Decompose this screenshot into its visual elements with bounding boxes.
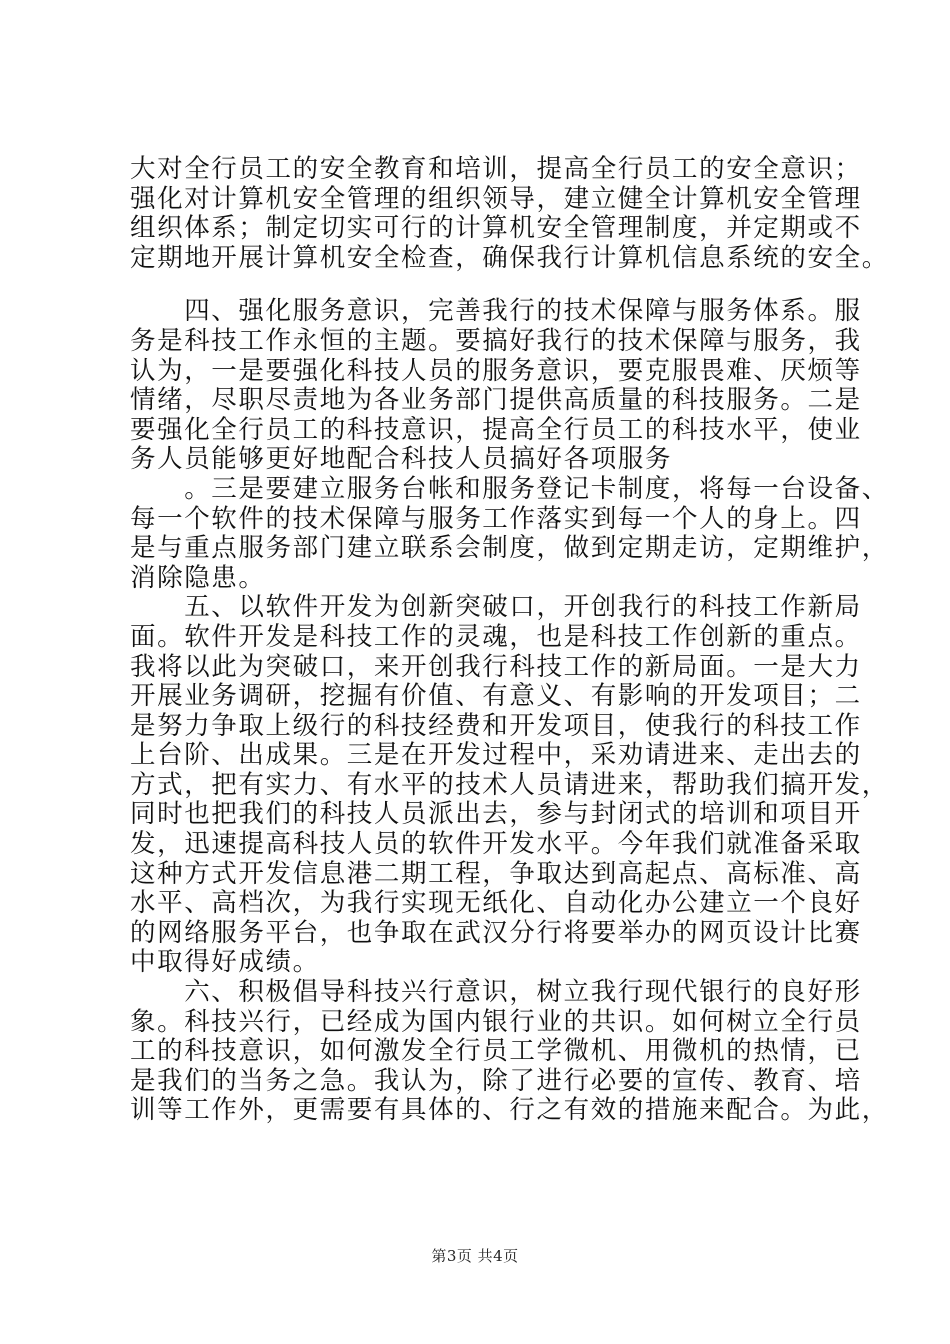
text-line: 认为，一是要强化科技人员的服务意识，要克服畏难、厌烦等 (130, 355, 862, 386)
text-line: 强化对计算机安全管理的组织领导，建立健全计算机安全管理 (130, 183, 862, 214)
text-line: 象。科技兴行，已经成为国内银行业的共识。如何树立全行员 (130, 1006, 862, 1037)
text-line: 每一个软件的技术保障与服务工作落实到每一个人的身上。四 (130, 503, 862, 534)
text-line: 要强化全行员工的科技意识，提高全行员工的科技水平，使业 (130, 414, 862, 445)
document-body (130, 154, 889, 1126)
text-line: 训等工作外，更需要有具体的、行之有效的措施来配合。为此， (130, 1095, 889, 1126)
text-line: 这种方式开发信息港二期工程，争取达到高起点、高标准、高 (130, 858, 862, 889)
text-line: 的网络服务平台，也争取在武汉分行将要举办的网页设计比赛 (130, 917, 862, 948)
text-line: 务人员能够更好地配合科技人员搞好各项服务 (130, 444, 673, 475)
text-line: 组织体系；制定切实可行的计算机安全管理制度，并定期或不 (130, 213, 862, 244)
text-line: 消除隐患。 (130, 562, 266, 593)
text-line: 水平、高档次，为我行实现无纸化、自动化办公建立一个良好 (130, 888, 862, 919)
text-line: 定期地开展计算机安全检查，确保我行计算机信息系统的安全。 (130, 242, 889, 273)
text-line: 同时也把我们的科技人员派出去，参与封闭式的培训和项目开 (130, 799, 862, 830)
text-line: 五、以软件开发为创新突破口，开创我行的科技工作新局 (130, 592, 862, 623)
text-line: 大对全行员工的安全教育和培训，提高全行员工的安全意识； (130, 154, 862, 184)
text-line: 工的科技意识，如何激发全行员工学微机、用微机的热情，已 (130, 1036, 862, 1067)
text-line: 。三是要建立服务台帐和服务登记卡制度，将每一台设备、 (130, 473, 889, 504)
paragraph-group-2 (130, 296, 889, 1126)
text-line: 方式，把有实力、有水平的技术人员请进来，帮助我们搞开发， (130, 769, 889, 800)
paragraph-spacer (130, 273, 830, 297)
paragraph-group-1 (130, 154, 889, 273)
text-line: 六、积极倡导科技兴行意识，树立我行现代银行的良好形 (130, 977, 862, 1008)
text-line: 我将以此为突破口，来开创我行科技工作的新局面。一是大力 (130, 651, 862, 682)
text-line: 面。软件开发是科技工作的灵魂，也是科技工作创新的重点。 (130, 621, 862, 652)
text-line: 情绪，尽职尽责地为各业务部门提供高质量的科技服务。二是 (130, 385, 862, 416)
text-line: 是与重点服务部门建立联系会制度，做到定期走访，定期维护， (130, 533, 889, 564)
text-line: 开展业务调研，挖掘有价值、有意义、有影响的开发项目；二 (130, 681, 862, 712)
text-line: 发，迅速提高科技人员的软件开发水平。今年我们就准备采取 (130, 829, 862, 860)
text-line: 是我们的当务之急。我认为，除了进行必要的宣传、教育、培 (130, 1065, 862, 1096)
text-line: 四、强化服务意识，完善我行的技术保障与服务体系。服 (130, 296, 862, 327)
text-line: 是努力争取上级行的科技经费和开发项目，使我行的科技工作 (130, 710, 862, 741)
page-number-footer: 第3页 共4页 (431, 1247, 519, 1265)
text-line: 务是科技工作永恒的主题。要搞好我行的技术保障与服务，我 (130, 325, 862, 356)
text-line: 上台阶、出成果。三是在开发过程中，采劝请进来、走出去的 (130, 740, 862, 771)
text-line: 中取得好成绩。 (130, 947, 320, 978)
